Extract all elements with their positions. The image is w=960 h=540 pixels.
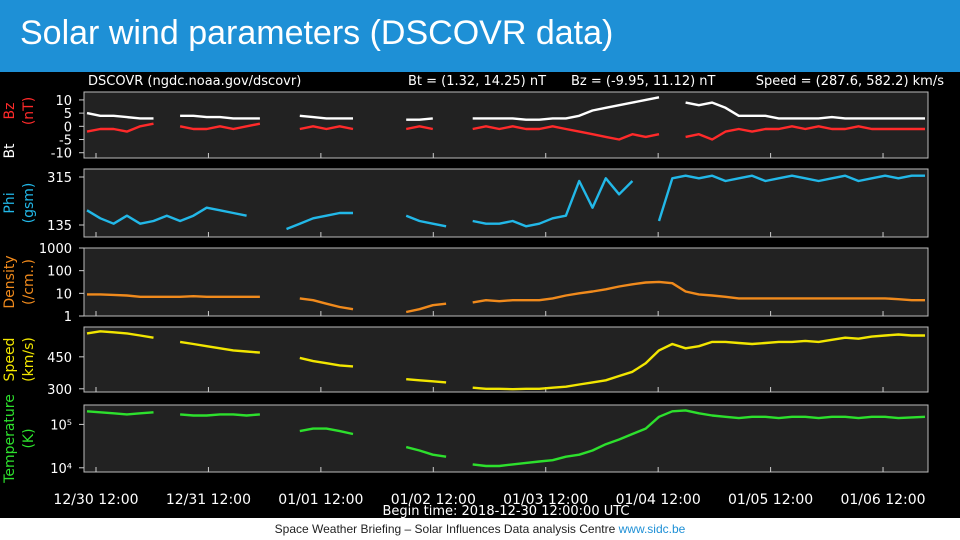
y-axis-label: Temperature [2, 394, 18, 483]
title-bar [0, 0, 960, 72]
y-axis-label: (/cm..) [21, 259, 37, 305]
x-tick-label: 01/03 12:00 [503, 492, 589, 508]
x-tick-label: 12/30 12:00 [53, 492, 139, 508]
panel-phi [84, 169, 928, 237]
slide-title: Solar wind parameters (DSCOVR data) [20, 14, 614, 52]
panel-speed [84, 327, 928, 392]
y-tick-label: -5 [59, 133, 72, 149]
y-tick-label: 0 [63, 120, 72, 136]
y-tick-label: 1000 [38, 242, 72, 257]
y-axis-label: (nT) [21, 96, 37, 126]
y-tick-label: 100 [47, 264, 72, 280]
y-tick-label: 10⁵ [50, 418, 72, 434]
header-bz-range: Bz = (-9.95, 11.12) nT [571, 74, 716, 89]
header-bt-range: Bt = (1.32, 14.25) nT [408, 74, 547, 89]
x-tick-label: 01/04 12:00 [615, 492, 701, 508]
y-axis-label: (gsm) [21, 182, 37, 224]
y-axis-label: (km/s) [21, 337, 37, 382]
y-tick-label: 1 [63, 310, 72, 325]
x-tick-label: 01/05 12:00 [728, 492, 814, 508]
y-tick-label: 10⁴ [50, 461, 72, 477]
y-tick-label: 10 [55, 287, 72, 303]
y-axis-label: Speed [2, 337, 18, 382]
y-axis-label: (K) [21, 428, 37, 449]
header-speed-range: Speed = (287.6, 582.2) km/s [755, 74, 944, 89]
y-tick-label: -10 [50, 146, 72, 162]
header-source: DSCOVR (ngdc.noaa.gov/dscovr) [88, 74, 302, 89]
footer-link[interactable]: www.sidc.be [618, 522, 686, 536]
y-tick-label: 135 [47, 219, 72, 234]
footer [0, 518, 960, 540]
x-tick-label: 01/01 12:00 [278, 492, 364, 508]
x-tick-label: 01/06 12:00 [840, 492, 926, 508]
y-tick-label: 300 [47, 382, 72, 398]
footer-text: Space Weather Briefing – Solar Influences Data analysis Centre [274, 522, 616, 536]
y-axis-label: Density [2, 255, 18, 309]
y-tick-label: 315 [47, 171, 72, 186]
panel-mag [84, 92, 928, 158]
x-tick-label: 01/02 12:00 [390, 492, 476, 508]
y-axis-label: Bz [2, 102, 18, 120]
begin-time-label: Begin time: 2018-12-30 12:00:00 UTC [382, 504, 630, 518]
y-tick-label: 450 [47, 350, 72, 366]
y-tick-label: 10 [55, 93, 72, 109]
solar-wind-chart [0, 72, 960, 518]
y-tick-label: 5 [63, 107, 72, 123]
panel-density [84, 248, 928, 316]
y-axis-label: Phi [2, 192, 18, 214]
y-axis-label: Bt [2, 143, 18, 159]
x-tick-label: 12/31 12:00 [165, 492, 252, 508]
chart-area [0, 72, 960, 518]
